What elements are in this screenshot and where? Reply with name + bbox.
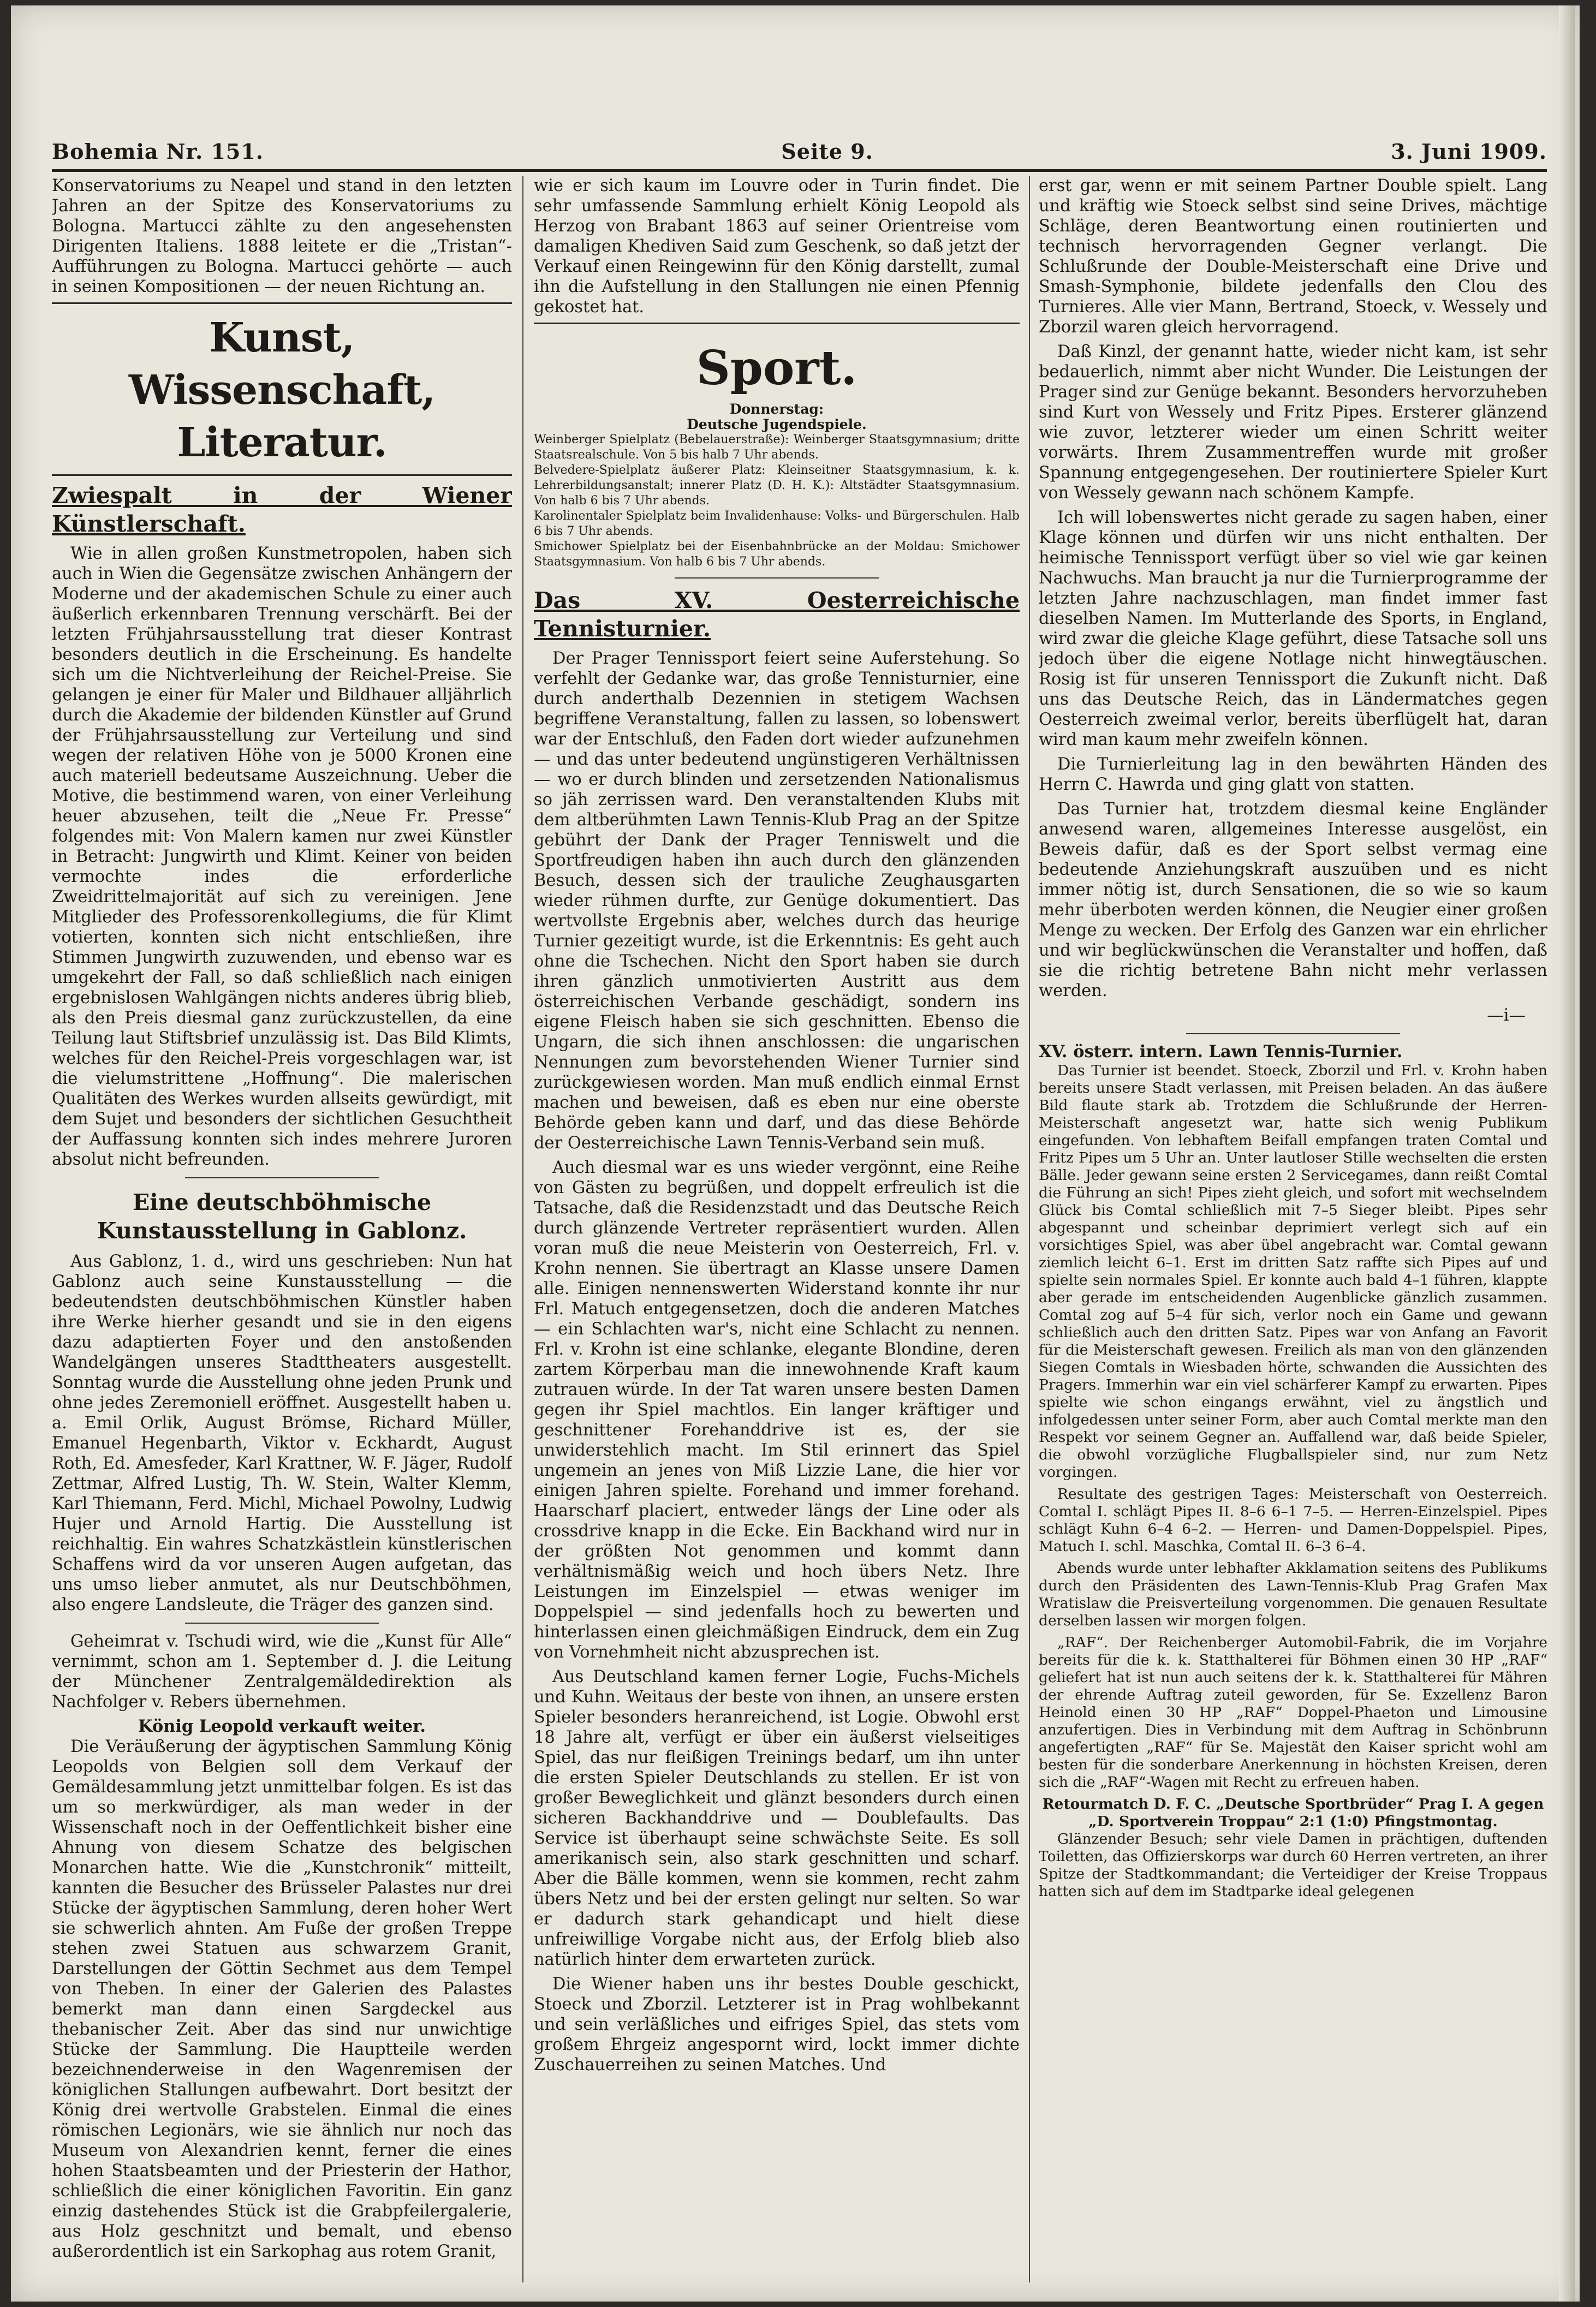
separator (1186, 1033, 1400, 1034)
schedule-day: Donnerstag: (729, 401, 824, 417)
article-headline: XV. österr. intern. Lawn Tennis-Turnier. (1039, 1042, 1403, 1062)
section-rule (534, 323, 1020, 324)
header-date: 3. Juni 1909. (1391, 139, 1547, 164)
schedule-line: Karolinentaler Spielplatz beim Invalidenhause: Volks- und Bürgerschulen. Halb 6 bis 7 Uhr abends. (534, 509, 1020, 538)
schedule-line: Belvedere-Spielplatz äußerer Platz: Kleinseitner Staatsgymnasium, k. k. Lehrerbildungsanstalt; innerer Platz (D. H. K.): Altstädter Staatsgymnasium. Von halb 6 bis 7 Uhr abends. (534, 463, 1020, 508)
section-title: Kunst, Wissenschaft, Literatur. (128, 314, 436, 466)
separator (185, 1623, 378, 1624)
header-page-number: Seite 9. (781, 139, 873, 164)
article-continuation: erst gar, wenn er mit seinem Partner Double spielt. Lang und kräftig wie Stoeck selbst sind seine Drives, mächtige Schläge, deren Beantwortung einen routinierten und technisch hervorragenden Gegner verlangt. Die Schlußrunde der Double-Meisterschaft eine Drive und Smash-Symphonie, bildete jedenfalls den Clou des Turnieres. Alle vier Mann, Bertrand, Stoeck, v. Wessely und Zborzil waren gleich hervorragend. (1039, 176, 1547, 337)
article-headline: Das XV. Oesterreichische Tennisturnier. (534, 587, 1020, 642)
article-paragraph: „RAF“. Der Reichenberger Automobil-Fabrik, die im Vorjahre bereits für die k. k. Statthalterei für Böhmen einen 30 HP „RAF“ geliefert hat ist nun auch seitens der k. k. Statthalterei für Mähren der ehrende Auftrag zuteil geworden, für Se. Exzellenz Baron Heinold einen 30 HP „RAF“ Doppel-Phaeton und Limousine anzufertigen. Dies in Verbindung mit dem Auftrag in Schönbrunn angefertigten „RAF“ für Se. Majestät den Kaiser spricht wohl am besten für die sonderbare Anerkennung in höchsten Kreisen, deren sich die „RAF“-Wagen mit Recht zu erfreuen haben. (1039, 1634, 1547, 1791)
article-paragraph: Geheimrat v. Tschudi wird, wie die „Kunst für Alle“ vernimmt, schon am 1. September d. J. die Leitung der Münchener Zentralgemäldedirektion als Nachfolger v. Rebers übernehmen. (52, 1632, 512, 1712)
separator (675, 577, 879, 579)
article-paragraph: Die Turnierleitung lag in den bewährten Händen des Herrn C. Hawrda und ging glatt von statten. (1039, 755, 1547, 794)
article-paragraph: Die Wiener haben uns ihr bestes Double geschickt, Stoeck und Zborzil. Letzterer ist in Prag wohlbekannt und sein verläßliches und eifriges Spiel, das stets vom großem Ehrgeiz angespornt wird, lockt immer dichte Zuschauerreihen zu seinen Matches. Und (534, 1975, 1020, 2074)
article-paragraph: Aus Deutschland kamen ferner Logie, Fuchs-Michels und Kuhn. Weitaus der beste von ihnen, an unsere ersten Spieler besonders heranreichend, ist Logie. Obwohl erst 18 Jahre alt, verfügt er über ein äußerst vielseitiges Spiel, das nur fleißigen Treinings bedarf, um ihn unter die ersten Spieler Deutschlands zu stellen. Er ist von großer Beweglichkeit und glänzt besonders durch einen sicheren Backhanddrive und — Doublefaults. Das Service ist überhaupt seine schwächste Seite. Es soll amerikanisch sein, also stark geschnitten und scharf. Aber die Bälle kommen, wenn sie kommen, recht zahm übers Netz und bei der ersten gelingt nur selten. So war er dadurch stark gehandicapt und hielt diese unfreiwillige Vorgabe nicht aus, der Erfolg blieb also natürlich hinter dem erwarteten zurück. (534, 1667, 1020, 1969)
article-paragraph: Auch diesmal war es uns wieder vergönnt, eine Reihe von Gästen zu begrüßen, und doppelt erfreulich ist die Tatsache, daß die Residenzstadt und das Deutsche Reich durch glänzende Vertreter repräsentiert wurden. Allen voran muß die neue Meisterin von Oesterreich, Frl. v. Krohn nennen. Sie übertragt an Klasse unsere Damen alle. Einigen nennenswerten Widerstand konnte ihr nur Frl. Matuch entgegensetzen, doch die anderen Matches — ein Schlachten war's, nicht eine Schlacht zu nennen. Frl. v. Krohn ist eine schlanke, elegante Blondine, deren zartem Körperbau man die innewohnende Kraft kaum zutrauen würde. In der Tat waren unsere besten Damen gegen ihr Spiel machtlos. Ein langer kräftiger und geschnittener Forehanddrive ist es, der sie unwiderstehlich macht. Im Stil erinnert das Spiel ungemein an jenes von Miß Lizzie Lane, die hier vor einigen Jahren spielte. Forehand und immer forehand. Haarscharf placiert, entweder längs der Line oder als crossdrive knapp in die Ecke. Ein Backhand wird nur in der größten Not genommen und kommt dann verhältnismäßig weich und hoch übers Netz. Ihre Leistungen im Einzelspiel — etwas weniger im Doppelspiel — sind jedenfalls hoch zu bewerten und hinterlassen einen gleichmäßigen Eindruck, dem ein Zug von Vornehmheit nicht abzusprechen ist. (534, 1158, 1020, 1662)
schedule-subtitle: Deutsche Jugendspiele. (687, 416, 867, 432)
author-signature: —i— (1487, 1006, 1526, 1025)
article-paragraph: Das Turnier ist beendet. Stoeck, Zborzil und Frl. v. Krohn haben bereits unsere Stadt verlassen, mit Preisen beladen. An das äußere Bild flaute stark ab. Trotzdem die Schlußrunde der Herren-Meisterschaft angesetzt war, hatte sich wenig Publikum eingefunden. Von lebhaftem Beifall empfangen traten Comtal und Fritz Pipes um 5 Uhr an. Unter lautloser Stille wechselten die ersten Bälle. Jeder gewann seine ersten 2 Servicegames, dann reißt Comtal die Führung an sich! Pipes zieht gleich, und sofort mit wechselndem Glück bis Comtal schließlich mit 7–5 Sieger bleibt. Pipes sehr abgespannt und scheinbar deprimiert verlegt sich auf ein vorsichtiges Spiel, was aber übel angebracht war. Comtal gewann ziemlich leicht 6–1. Erst im dritten Satz raffte sich Pipes auf und spielte sein normales Spiel. Er konnte auch bald 4–1 führen, klappte aber gerade im entscheidenden Augenblicke gänzlich zusammen. Comtal zog auf 5–4 für sich, verlor noch ein Game und gewann schließlich auch den dritten Satz. Pipes war von Anfang an Favorit für die Meisterschaft gewesen. Freilich als man von den glänzenden Siegen Comtals in Wiesbaden hörte, schwanden die Aussichten des Pragers. Immerhin war ein viel schärferer Kampf zu erwarten. Pipes spielte wie schon eingangs erwähnt, viel zu ängstlich und infolgedessen unter seiner Form, aber auch Comtal merkte man den Respekt vor seinem Gegner an. Auffallend war, daß beide Spieler, die obwohl vorzügliche Flugballspieler sind, nur zum Netz vorgingen. (1039, 1062, 1547, 1481)
sport-schedule (534, 402, 1020, 570)
column-3 (1039, 176, 1547, 2282)
article-headline: Zwiespalt in der Wiener Künstlerschaft. (52, 482, 512, 537)
article-headline: König Leopold verkauft weiter. (138, 1716, 426, 1736)
schedule-line: Smichower Spielplatz bei der Eisenbahnbrücke an der Moldau: Smichower Staatsgymnasium. Von halb 6 bis 7 Uhr abends. (534, 540, 1020, 569)
section-title: Sport. (696, 341, 857, 396)
article-headline: Eine deutschböhmische Kunstausstellung in Gablonz. (97, 1189, 467, 1244)
column-divider (1029, 176, 1030, 2282)
article-paragraph: Ich will lobenswertes nicht gerade zu sagen haben, einer Klage können und dürfen wir uns nicht enthalten. Der heimische Tennissport verfügt über so viel wie gar keinen Nachwuchs. Man braucht ja nur die Turnierprogramme der letzten Jahre nachzuschlagen, man findet immer fast dieselben Namen. Im Mutterlande des Sports, in England, wird zwar die gleiche Klage geführt, diese Tatsache soll uns jedoch über die eigene Notlage nicht hinwegtäuschen. Rosig ist für unseren Tennissport die Zukunft nicht. Daß uns das Deutsche Reich, das in Ländermatches gegen Oesterreich zweimal verlor, bereits überflügelt hat, daran wird man kaum mehr zweifeln können. (1039, 508, 1547, 749)
article-paragraph: Aus Gablonz, 1. d., wird uns geschrieben: Nun hat Gablonz auch seine Kunstausstellung — die bedeutendsten deutschböhmischen Künstler haben ihre Werke hierher gesandt und sie in den eigens dazu adaptierten Foyer und den anstoßenden Wandelgängen unseres Stadttheaters ausgestellt. Sonntag wurde die Ausstellung ohne jeden Prunk und ohne jedes Zeremoniell eröffnet. Ausgestellt haben u. a. Emil Orlik, August Brömse, Richard Müller, Emanuel Hegenbarth, Viktor v. Eckhardt, August Roth, Ed. Amesfeder, Karl Krattner, W. F. Jäger, Rudolf Zettmar, Alfred Lustig, Th. W. Stein, Walter Klemm, Karl Thiemann, Ferd. Michl, Michael Powolny, Ludwig Hujer und Arnold Hartig. Die Ausstellung ist reichhaltig. Ein wahres Schatzkästlein künstlerischen Schaffens wird da vor unseren Augen aufgetan, das uns umso lieber anmutet, als nur Deutschböhmen, also engere Landsleute, die Träger des ganzen sind. (52, 1252, 512, 1614)
schedule-line: Weinberger Spielplatz (Bebelauerstraße): Weinberger Staatsgymnasium; dritte Staatsrealschule. Von 5 bis halb 7 Uhr abends. (534, 433, 1020, 462)
article-paragraph: Die Veräußerung der ägyptischen Sammlung König Leopolds von Belgien soll dem Verkauf der Gemäldesammlung jetzt unmittelbar folgen. Es ist das um so merkwürdiger, als man weder in der Wissenschaft noch in der Oeffentlichkeit bisher eine Ahnung von diesem Schatze des belgischen Monarchen hatte. Wie die „Kunstchronik“ mitteilt, kannten die Besucher des Brüsseler Palastes nur drei Stücke der ägyptischen Sammlung, deren hoher Wert sie schwerlich ahnten. Am Fuße der großen Treppe stehen zwei Statuen aus schwarzem Granit, Darstellungen der Göttin Sechmet aus dem Tempel von Theben. In einer der Galerien des Palastes bemerkt man dann einen Sargdeckel aus thebanischer Zeit. Aber das sind nur unwichtige Stücke der Sammlung. Die Hauptteile werden bezeichnenderweise in den Wagenremisen der königlichen Stallungen aufbewahrt. Dort besitzt der König drei wertvolle Grabstelen. Einmal die eines römischen Legionärs, wie sie ähnlich nur noch das Museum von Alexandrien kennt, ferner die eines hohen Staatsbeamten und der Priesterin der Hathor, schließlich die einer königlichen Favoritin. Ein ganz einzig dastehendes Stück ist die Grabpfeilergalerie, aus Holz geschnitzt und bemalt, und ebenso außerordentlich ist ein Sarkophag aus rotem Granit, (52, 1737, 512, 2261)
column-divider (522, 176, 523, 2282)
column-2 (534, 176, 1020, 2282)
article-continuation: Konservatoriums zu Neapel und stand in den letzten Jahren an der Spitze des Konservatoriums zu Bologna. Martucci zählte zu den angesehensten Dirigenten Italiens. 1888 leitete er die „Tristan“-Aufführungen zu Bologna. Martucci gehörte — auch in seinen Kompositionen — der neuen Richtung an. (52, 176, 512, 296)
article-paragraph: Das Turnier hat, trotzdem diesmal keine Engländer anwesend waren, allgemeines Interesse ausgelöst, ein Beweis dafür, daß es der Sport selbst vermag eine bedeutende Anziehungskraft auszuüben und es nicht immer nötig ist, durch Sensationen, die so wie so kaum mehr überboten werden können, die Neugier einer großen Menge zu wecken. Der Erfolg des Ganzen war ein ehrlicher und wir beglückwünschen die Veranstalter und hoffen, daß sie die richtig betretene Bahn nicht mehr verlassen werden. (1039, 800, 1547, 1000)
header-rule (52, 169, 1547, 172)
article-paragraph: Glänzender Besuch; sehr viele Damen in prächtigen, duftenden Toiletten, das Offizierskorps war durch 60 Herren vertreten, an ihrer Spitze der Stadtkommandant; die Verteidiger der Kreise Troppaus hatten sich auf dem im Stadtparke ideal gelegenen (1039, 1831, 1547, 1900)
article-headline: Retourmatch D. F. C. „Deutsche Sportbrüder“ Prag I. A gegen „D. Sportverein Troppau“ 2:1 (1:0) Pfingstmontag. (1042, 1796, 1544, 1830)
page-header (52, 120, 1547, 164)
article-paragraph: Resultate des gestrigen Tages: Meisterschaft von Oesterreich. Comtal I. schlägt Pipes II. 8–6 6–1 7–5. — Herren-Einzelspiel. Pipes schlägt Kuhn 6–4 6–2. — Herren- und Damen-Doppelspiel. Pipes, Matuch I. schl. Maschka, Comtal II. 6–3 6–4. (1039, 1486, 1547, 1555)
article-paragraph: Wie in allen großen Kunstmetropolen, haben sich auch in Wien die Gegensätze zwischen Anhängern der Moderne und der akademischen Schule zu einer auch äußerlich erkennbaren Trennung verschärft. Bei der letzten Frühjahrsausstellung trat dieser Kontrast besonders deutlich in die Erscheinung. Es handelte sich um die Nichtverleihung der Reichel-Preise. Sie gelangen je einer für Maler und Bildhauer alljährlich durch die Akademie der bildenden Künstler auf Grund der Frühjahrsausstellung zur Verteilung und sind wegen der relativen Höhe von je 5000 Kronen eine auch materiell bedeutsame Auszeichnung. Ueber die Motive, die bestimmend waren, von einer Verleihung heuer abzusehen, teilt die „Neue Fr. Presse“ folgendes mit: Von Malern kamen nur zwei Künstler in Betracht: Jungwirth und Klimt. Keiner von beiden vermochte indes die erforderliche Zweidrittelmajorität auf sich zu vereinigen. Jene Mitglieder des Professorenkollegiums, die für Klimt votierten, konnten sich nicht entschließen, ihre Stimmen Jungwirth zuzuwenden, und ebenso war es umgekehrt der Fall, so daß schließlich nach einigen ergebnislosen Wahlgängen nichts anderes übrig blieb, als den Preis diesmal ganz zurückzustellen, da eine Teilung laut Stiftsbrief unzulässig ist. Das Bild Klimts, welches für den Reichel-Preis vorgeschlagen war, ist die vielumstrittene „Hoffnung“. Die malerischen Qualitäten des Werkes wurden allseits gewürdigt, mit dem Sujet und besonders der sichtlichen Gesuchtheit der Auffassung konnten sich indes mehrere Juroren absolut nicht befreunden. (52, 544, 512, 1169)
column-1 (52, 176, 512, 2282)
header-issue: Bohemia Nr. 151. (52, 139, 264, 164)
article-paragraph: Der Prager Tennissport feiert seine Auferstehung. So verfehlt der Gedanke war, das große Tennisturnier, eine durch anderthalb Dezennien in stetigem Wachsen begriffene Veranstaltung, fallen zu lassen, so lobenswert war der Entschluß, den Faden dort wieder aufzunehmen — und das unter bedeutend ungünstigeren Verhältnissen — wo er durch blinden und zersetzenden Nationalismus so jäh zerrissen ward. Den veranstaltenden Klubs mit dem altberühmten Lawn Tennis-Klub Prag an der Spitze gebührt der Dank der Prager Tenniswelt und die Sportfreudigen haben ihn auch durch den glänzenden Besuch, dessen sich der trauliche Zeughausgarten wieder rühmen durfte, zur Genüge dokumentiert. Das wertvollste Ergebnis aber, welches durch das heurige Turnier gezeitigt wurde, ist die Erkenntnis: Es geht auch ohne die Tschechen. Nicht den Sport haben sie durch ihren gänzlich unmotivierten Austritt aus dem österreichischen Verbande geschädigt, sondern ins eigene Fleisch haben sie sich geschnitten. Ebenso die Ungarn, die sich ihnen anschlossen: die ungarischen Nennungen zum bevorstehenden Wiener Turnier sind zurückgewiesen worden. Man muß endlich einmal Ernst machen und beweisen, daß es eben nur eine oberste Behörde geben kann und darf, und das diese Behörde der Oesterreichische Lawn Tennis-Verband sein muß. (534, 649, 1020, 1153)
article-paragraph: Abends wurde unter lebhafter Akklamation seitens des Publikums durch den Präsidenten des Lawn-Tennis-Klub Prag Grafen Max Wratislaw die Preisverteilung vorgenommen. Die genauen Resultate derselben lassen wir morgen folgen. (1039, 1560, 1547, 1629)
section-rule (52, 474, 512, 476)
separator (185, 1177, 378, 1178)
article-paragraph: Daß Kinzl, der genannt hatte, wieder nicht kam, ist sehr bedauerlich, nimmt aber nicht Wunder. Die Leistungen der Prager sind zur Genüge bekannt. Besonders hervorzuheben sind Kurt von Wessely und Fritz Pipes. Ersterer glänzend wie zuvor, letzterer wieder um einen Schritt weiter vorwärts. Ihrem Zusammentreffen wurde mit großer Spannung entgegengesehen. Der routiniertere Spieler Kurt von Wessely gewann nach schönem Kampfe. (1039, 342, 1547, 503)
newspaper-page (11, 5, 1580, 2302)
columns (52, 176, 1547, 2282)
section-rule (52, 302, 512, 304)
article-continuation: wie er sich kaum im Louvre oder in Turin findet. Die sehr umfassende Sammlung erhielt König Leopold als Herzog von Brabant 1863 auf seiner Orientreise vom damaligen Khediven Said zum Geschenk, so daß jetzt der Verkauf einen Reingewinn für den König darstellt, zumal ihn die Aufstellung in den Stallungen nie einen Pfennig gekostet hat. (534, 176, 1020, 317)
page-fold-shadow (1559, 5, 1575, 2302)
